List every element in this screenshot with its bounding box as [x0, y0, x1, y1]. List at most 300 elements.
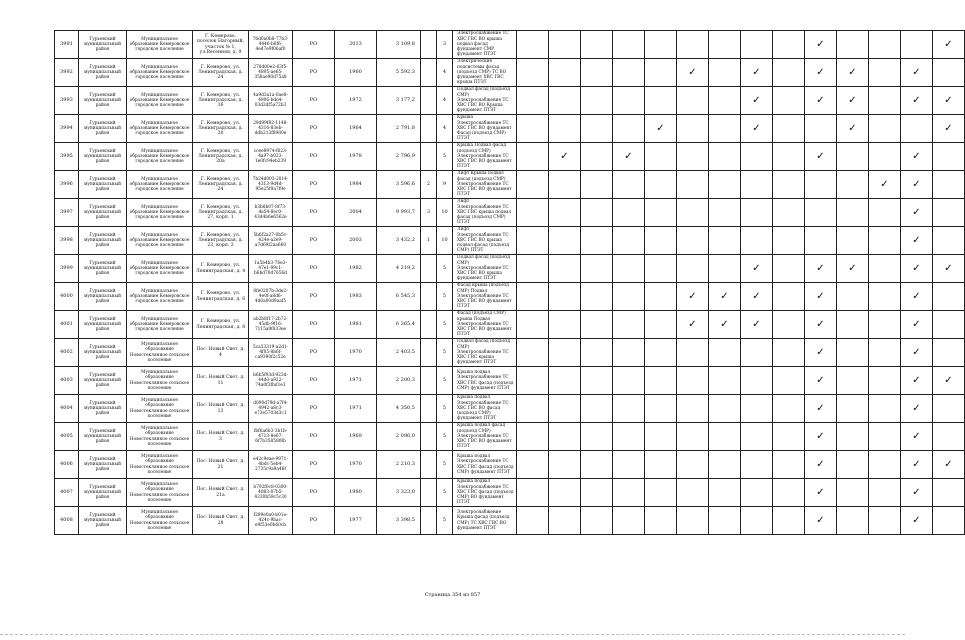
empty-check-cell — [709, 227, 741, 255]
empty-check-cell — [581, 115, 613, 143]
table-row — [55, 31, 965, 59]
house-code-cell: 1a5b4b3-76e3-47e1-99c1-b6bd70d7656d — [249, 255, 293, 283]
empty-check-cell — [837, 367, 869, 395]
empty-check-cell — [933, 311, 965, 339]
checkmark-icon: ✓ — [677, 311, 709, 339]
empty-check-cell — [645, 507, 677, 535]
empty-check-cell — [805, 227, 837, 255]
house-code-cell: b6b5f93d-923d-44d0-a922-74a0f3fbd1e3 — [249, 367, 293, 395]
empty-check-cell — [517, 199, 549, 227]
empty-check-cell — [837, 479, 869, 507]
year-cell: 2003 — [335, 227, 377, 255]
entrances-cell: 5 — [437, 283, 453, 311]
checkmark-icon: ✓ — [741, 115, 773, 143]
checkmark-icon: ✓ — [901, 311, 933, 339]
empty-check-cell — [933, 507, 965, 535]
year-cell: 1980 — [335, 479, 377, 507]
checkmark-icon: ✓ — [805, 451, 837, 479]
empty-check-cell — [869, 143, 901, 171]
empty-check-cell — [517, 171, 549, 199]
empty-check-cell — [869, 339, 901, 367]
district-cell: Гурьевский муниципальный район — [79, 339, 127, 367]
owner-cell: Муниципальное образование Новостеклянное сельское поселение — [127, 507, 193, 535]
empty-check-cell — [677, 227, 709, 255]
district-cell: Гурьевский муниципальный район — [79, 115, 127, 143]
empty-check-cell — [517, 479, 549, 507]
lifts-cell — [421, 339, 437, 367]
checkmark-icon: ✓ — [837, 87, 869, 115]
empty-check-cell — [581, 507, 613, 535]
checkmark-icon: ✓ — [901, 423, 933, 451]
empty-check-cell — [517, 283, 549, 311]
empty-check-cell — [613, 339, 645, 367]
entrances-cell: 4 — [437, 115, 453, 143]
address-cell: Г. Кемерово, ул. Ленинградская, д. 6 — [193, 283, 249, 311]
empty-check-cell — [645, 227, 677, 255]
area-cell: 6 545,3 — [377, 283, 421, 311]
area-cell: 2 403,5 — [377, 339, 421, 367]
owner-cell: Муниципальное образование Новостеклянное сельское поселение — [127, 367, 193, 395]
empty-check-cell — [581, 395, 613, 423]
row-number: 4005 — [55, 423, 79, 451]
year-cell: 1978 — [335, 143, 377, 171]
entrances-cell: 5 — [437, 143, 453, 171]
entrances-cell: 5 — [437, 479, 453, 507]
empty-check-cell — [773, 423, 805, 451]
checkmark-icon: ✓ — [805, 507, 837, 535]
works-cell: Лифт Электроснабжение ТС ХВС ГВС крыша подвал фасад (подъезд СМР) ПТЭТ — [453, 199, 517, 227]
lifts-cell — [421, 479, 437, 507]
district-cell: Гурьевский муниципальный район — [79, 283, 127, 311]
table-row — [55, 339, 965, 367]
lifts-cell: 2 — [421, 171, 437, 199]
fund-cell: РО — [293, 451, 335, 479]
empty-check-cell — [869, 283, 901, 311]
house-code-cell: 29d99f82-1148-4316-83eb-ddb213f8980e — [249, 115, 293, 143]
empty-check-cell — [741, 395, 773, 423]
empty-check-cell — [549, 255, 581, 283]
address-cell: Пос. Новый Свет, д. 11 — [193, 367, 249, 395]
empty-check-cell — [581, 255, 613, 283]
empty-check-cell — [517, 311, 549, 339]
checkmark-icon: ✓ — [901, 143, 933, 171]
lifts-cell: 3 — [421, 199, 437, 227]
empty-check-cell — [645, 479, 677, 507]
checkmark-icon: ✓ — [901, 451, 933, 479]
empty-check-cell — [709, 451, 741, 479]
table-row — [55, 143, 965, 171]
checkmark-icon: ✓ — [837, 255, 869, 283]
table-row — [55, 227, 965, 255]
empty-check-cell — [549, 507, 581, 535]
checkmark-icon: ✓ — [805, 87, 837, 115]
district-cell: Гурьевский муниципальный район — [79, 31, 127, 59]
empty-check-cell — [709, 115, 741, 143]
empty-check-cell — [741, 227, 773, 255]
checkmark-icon: ✓ — [933, 255, 965, 283]
house-code-cell: 76d0a0b8-77b3-4446-b6f6-4ed7e9f06af0 — [249, 31, 293, 59]
empty-check-cell — [773, 31, 805, 59]
empty-check-cell — [645, 143, 677, 171]
checkmark-icon: ✓ — [901, 59, 933, 87]
empty-check-cell — [581, 143, 613, 171]
address-cell: Г. Кемерово, ул. Ленинградская, д. 8 — [193, 311, 249, 339]
empty-check-cell — [549, 395, 581, 423]
lifts-cell — [421, 451, 437, 479]
address-cell: Пос. Новый Свет, д. 4 — [193, 339, 249, 367]
empty-check-cell — [677, 339, 709, 367]
empty-check-cell — [773, 311, 805, 339]
house-code-cell: 5ca33319-a2d1-4f05-8b6f-ca9390f2c52e — [249, 339, 293, 367]
empty-check-cell — [709, 199, 741, 227]
checkmark-icon: ✓ — [901, 199, 933, 227]
address-cell: Г. Кемерово, поселок Нагорный, участок № 1, ул.Весенняя, д. 9 — [193, 31, 249, 59]
empty-check-cell — [837, 227, 869, 255]
owner-cell: Муниципальное образование Кемеровское городское поселение — [127, 255, 193, 283]
table-row — [55, 507, 965, 535]
empty-check-cell — [613, 451, 645, 479]
empty-check-cell — [773, 143, 805, 171]
empty-check-cell — [581, 227, 613, 255]
page-number: Страница 354 из 857 — [424, 592, 481, 598]
empty-check-cell — [517, 227, 549, 255]
district-cell: Гурьевский муниципальный район — [79, 451, 127, 479]
empty-check-cell — [549, 423, 581, 451]
checkmark-icon: ✓ — [933, 87, 965, 115]
year-cell: 1969 — [335, 423, 377, 451]
empty-check-cell — [869, 199, 901, 227]
year-cell: 2013 — [335, 31, 377, 59]
checkmark-icon: ✓ — [741, 59, 773, 87]
entrances-cell: 5 — [437, 311, 453, 339]
entrances-cell: 3 — [437, 31, 453, 59]
empty-check-cell — [581, 311, 613, 339]
owner-cell: Муниципальное образование Кемеровское городское поселение — [127, 143, 193, 171]
checkmark-icon: ✓ — [805, 367, 837, 395]
area-cell: 2 200,3 — [377, 367, 421, 395]
owner-cell: Муниципальное образование Новостеклянное сельское поселение — [127, 339, 193, 367]
year-cell: 1970 — [335, 339, 377, 367]
empty-check-cell — [709, 31, 741, 59]
row-number: 3991 — [55, 31, 79, 59]
works-cell: Крыша Электроснабжение ТС ХВС ГВС ВО фундамент Фасад (подъезд СМР) ПТЭТ — [453, 115, 517, 143]
empty-check-cell — [933, 199, 965, 227]
empty-check-cell — [805, 199, 837, 227]
area-cell: 3 398,5 — [377, 507, 421, 535]
works-cell: Электроснабжение ТС ХВС ГВС ВО крыша подвал фасад фундамент СМР фундамент ПТЭТ — [453, 31, 517, 59]
empty-check-cell — [933, 227, 965, 255]
empty-check-cell — [613, 367, 645, 395]
empty-check-cell — [773, 59, 805, 87]
empty-check-cell — [613, 87, 645, 115]
owner-cell: Муниципальное образование Новостеклянное сельское поселение — [127, 423, 193, 451]
lifts-cell: 1 — [421, 227, 437, 255]
empty-check-cell — [869, 115, 901, 143]
works-cell: Подвал фасад (подъезд СМР) Электроснабжение ТС ХВС ГВС ВО Крыша фундамент ПТЭТ — [453, 87, 517, 115]
checkmark-icon: ✓ — [933, 451, 965, 479]
empty-check-cell — [517, 115, 549, 143]
area-cell: 4 350,5 — [377, 395, 421, 423]
empty-check-cell — [645, 199, 677, 227]
lifts-cell — [421, 255, 437, 283]
empty-check-cell — [773, 507, 805, 535]
empty-check-cell — [837, 283, 869, 311]
empty-check-cell — [837, 395, 869, 423]
checkmark-icon: ✓ — [549, 143, 581, 171]
empty-check-cell — [709, 59, 741, 87]
owner-cell: Муниципальное образование Новостеклянное сельское поселение — [127, 479, 193, 507]
checkmark-icon: ✓ — [933, 115, 965, 143]
empty-check-cell — [773, 479, 805, 507]
empty-check-cell — [613, 395, 645, 423]
entrances-cell: 5 — [437, 367, 453, 395]
empty-check-cell — [741, 479, 773, 507]
fund-cell: РО — [293, 507, 335, 535]
table-row — [55, 115, 965, 143]
empty-check-cell — [645, 255, 677, 283]
empty-check-cell — [837, 199, 869, 227]
empty-check-cell — [773, 367, 805, 395]
row-number: 3996 — [55, 171, 79, 199]
fund-cell: РО — [293, 171, 335, 199]
owner-cell: Муниципальное образование Кемеровское городское поселение — [127, 115, 193, 143]
row-number: 4002 — [55, 339, 79, 367]
checkmark-icon: ✓ — [901, 87, 933, 115]
empty-check-cell — [549, 339, 581, 367]
empty-check-cell — [645, 31, 677, 59]
address-cell: Пос. Новый Свет, д. 13 — [193, 395, 249, 423]
owner-cell: Муниципальное образование Кемеровское городское поселение — [127, 171, 193, 199]
fund-cell: РО — [293, 255, 335, 283]
empty-check-cell — [517, 59, 549, 87]
address-cell: Пос. Новый Свет, д. 21а — [193, 479, 249, 507]
district-cell: Гурьевский муниципальный район — [79, 367, 127, 395]
area-cell: 4 219,2 — [377, 255, 421, 283]
row-number: 3992 — [55, 59, 79, 87]
empty-check-cell — [869, 31, 901, 59]
empty-check-cell — [613, 423, 645, 451]
empty-check-cell — [517, 31, 549, 59]
table-row — [55, 395, 965, 423]
checkmark-icon: ✓ — [805, 31, 837, 59]
area-cell: 2 791,8 — [377, 115, 421, 143]
fund-cell: РО — [293, 283, 335, 311]
empty-check-cell — [869, 507, 901, 535]
empty-check-cell — [709, 479, 741, 507]
empty-check-cell — [741, 367, 773, 395]
empty-check-cell — [677, 143, 709, 171]
empty-check-cell — [549, 479, 581, 507]
address-cell: Пос. Новый Свет, д. 21 — [193, 451, 249, 479]
empty-check-cell — [581, 339, 613, 367]
entrances-cell: 4 — [437, 87, 453, 115]
empty-check-cell — [613, 31, 645, 59]
empty-check-cell — [581, 479, 613, 507]
district-cell: Гурьевский муниципальный район — [79, 199, 127, 227]
fund-cell: РО — [293, 199, 335, 227]
checkmark-icon: ✓ — [901, 171, 933, 199]
empty-check-cell — [933, 59, 965, 87]
empty-check-cell — [581, 451, 613, 479]
empty-check-cell — [869, 367, 901, 395]
area-cell: 6 365,4 — [377, 311, 421, 339]
empty-check-cell — [837, 171, 869, 199]
works-cell: Электрические подсистемы фасад (подъезд СМР) ТС ВО фундамент ХВС ГВС крыша ПТЭТ — [453, 59, 517, 87]
empty-check-cell — [677, 199, 709, 227]
checkmark-icon: ✓ — [805, 423, 837, 451]
owner-cell: Муниципальное образование Кемеровское городское поселение — [127, 199, 193, 227]
checkmark-icon: ✓ — [901, 255, 933, 283]
house-code-cell: d090d79d-a7f4-4942-a8c3-e73e5703d3c1 — [249, 395, 293, 423]
district-cell: Гурьевский муниципальный район — [79, 423, 127, 451]
district-cell: Гурьевский муниципальный район — [79, 311, 127, 339]
empty-check-cell — [645, 87, 677, 115]
empty-check-cell — [517, 339, 549, 367]
empty-check-cell — [709, 367, 741, 395]
works-cell: Крыша подвал Электроснабжение ТС ХВС ГВС ВО фасад (подъезд СМР) фундамент ПТЭТ — [453, 395, 517, 423]
empty-check-cell — [773, 171, 805, 199]
works-cell: Крыша подвал Электроснабжение ТС ХВС ГВС фасад (подъезд СМР) фундамент ПТЭТ — [453, 367, 517, 395]
empty-check-cell — [869, 87, 901, 115]
empty-check-cell — [869, 59, 901, 87]
district-cell: Гурьевский муниципальный район — [79, 59, 127, 87]
empty-check-cell — [773, 395, 805, 423]
checkmark-icon: ✓ — [837, 59, 869, 87]
empty-check-cell — [677, 395, 709, 423]
empty-check-cell — [549, 31, 581, 59]
year-cell: 1972 — [335, 87, 377, 115]
area-cell: 5 592,3 — [377, 59, 421, 87]
empty-check-cell — [933, 479, 965, 507]
year-cell: 1981 — [335, 311, 377, 339]
checkmark-icon: ✓ — [709, 311, 741, 339]
table-row — [55, 311, 965, 339]
empty-check-cell — [709, 339, 741, 367]
owner-cell: Муниципальное образование Кемеровское городское поселение — [127, 311, 193, 339]
row-number: 3994 — [55, 115, 79, 143]
lifts-cell — [421, 367, 437, 395]
empty-check-cell — [933, 423, 965, 451]
row-number: 4004 — [55, 395, 79, 423]
empty-check-cell — [869, 479, 901, 507]
empty-check-cell — [517, 143, 549, 171]
empty-check-cell — [773, 87, 805, 115]
house-code-cell: fbf6a6b3-3b1b-4713-8e67-6f7b35858f8b — [249, 423, 293, 451]
fund-cell: РО — [293, 115, 335, 143]
empty-check-cell — [581, 423, 613, 451]
empty-check-cell — [869, 423, 901, 451]
checkmark-icon: ✓ — [741, 283, 773, 311]
lifts-cell — [421, 395, 437, 423]
table-row — [55, 171, 965, 199]
empty-check-cell — [741, 143, 773, 171]
empty-check-cell — [645, 451, 677, 479]
empty-check-cell — [677, 87, 709, 115]
empty-check-cell — [837, 423, 869, 451]
fund-cell: РО — [293, 367, 335, 395]
checkmark-icon: ✓ — [805, 395, 837, 423]
owner-cell: Муниципальное образование Кемеровское городское поселение — [127, 87, 193, 115]
table-row — [55, 367, 965, 395]
empty-check-cell — [837, 339, 869, 367]
empty-check-cell — [613, 199, 645, 227]
works-cell: Крыша подвал фасад (подъезд СМР) Электроснабжение ТС ХВС ГВС ВО фундамент ПТЭТ — [453, 423, 517, 451]
empty-check-cell — [933, 395, 965, 423]
empty-check-cell — [709, 87, 741, 115]
year-cell: 1982 — [335, 255, 377, 283]
empty-check-cell — [549, 87, 581, 115]
empty-check-cell — [645, 171, 677, 199]
fund-cell: РО — [293, 339, 335, 367]
works-cell: Крыша подвал Электроснабжение ТС ХВС ГВС фасад (подъезд СМР) фундамент ПТЭТ — [453, 451, 517, 479]
year-cell: 1970 — [335, 451, 377, 479]
checkmark-icon: ✓ — [645, 115, 677, 143]
row-number: 3997 — [55, 199, 79, 227]
district-cell: Гурьевский муниципальный район — [79, 87, 127, 115]
row-number: 4008 — [55, 507, 79, 535]
checkmark-icon: ✓ — [869, 171, 901, 199]
address-cell: Г. Кемерово, ул. Ленинградская, д. 24 — [193, 171, 249, 199]
empty-check-cell — [773, 199, 805, 227]
empty-check-cell — [741, 451, 773, 479]
lifts-cell — [421, 423, 437, 451]
district-cell: Гурьевский муниципальный район — [79, 171, 127, 199]
table-row — [55, 451, 965, 479]
empty-check-cell — [549, 227, 581, 255]
empty-check-cell — [517, 423, 549, 451]
address-cell: Г. Кемерово, ул. Ленинградская, д. 23, корп. 3 — [193, 227, 249, 255]
empty-check-cell — [741, 339, 773, 367]
checkmark-icon: ✓ — [677, 283, 709, 311]
works-cell: Лифт Электроснабжение ТС ХВС ГВС ВО крыша подвал фасад (подъезд СМР) ПТЭТ — [453, 227, 517, 255]
area-cell: 2 796,9 — [377, 143, 421, 171]
checkmark-icon: ✓ — [805, 283, 837, 311]
empty-check-cell — [901, 115, 933, 143]
empty-check-cell — [837, 451, 869, 479]
row-number: 3993 — [55, 87, 79, 115]
row-number: 4003 — [55, 367, 79, 395]
checkmark-icon: ✓ — [901, 367, 933, 395]
checkmark-icon: ✓ — [805, 479, 837, 507]
checkmark-icon: ✓ — [677, 59, 709, 87]
house-code-cell: e42c9eae-9971-4bdc-5eb4-2735c9a9a46f — [249, 451, 293, 479]
fund-cell: РО — [293, 311, 335, 339]
address-cell: Г. Кемерово, ул. Ленинградская, д. 20а — [193, 143, 249, 171]
empty-check-cell — [773, 451, 805, 479]
empty-check-cell — [581, 199, 613, 227]
lifts-cell — [421, 31, 437, 59]
house-code-cell: ab2b8f17-2b72-45db-9f16-7115a9f833ee — [249, 311, 293, 339]
year-cell: 1960 — [335, 59, 377, 87]
empty-check-cell — [549, 311, 581, 339]
empty-check-cell — [741, 171, 773, 199]
empty-check-cell — [613, 171, 645, 199]
empty-check-cell — [549, 59, 581, 87]
empty-check-cell — [677, 171, 709, 199]
house-code-cell: b3b8b07-8f73-4a54-8ec0-43d4b6e6562e — [249, 199, 293, 227]
fund-cell: РО — [293, 423, 335, 451]
empty-check-cell — [517, 395, 549, 423]
empty-check-cell — [933, 283, 965, 311]
row-number: 3995 — [55, 143, 79, 171]
entrances-cell: 5 — [437, 339, 453, 367]
checkmark-icon: ✓ — [613, 143, 645, 171]
empty-check-cell — [517, 507, 549, 535]
empty-check-cell — [581, 367, 613, 395]
empty-check-cell — [869, 311, 901, 339]
empty-check-cell — [837, 143, 869, 171]
empty-check-cell — [549, 451, 581, 479]
